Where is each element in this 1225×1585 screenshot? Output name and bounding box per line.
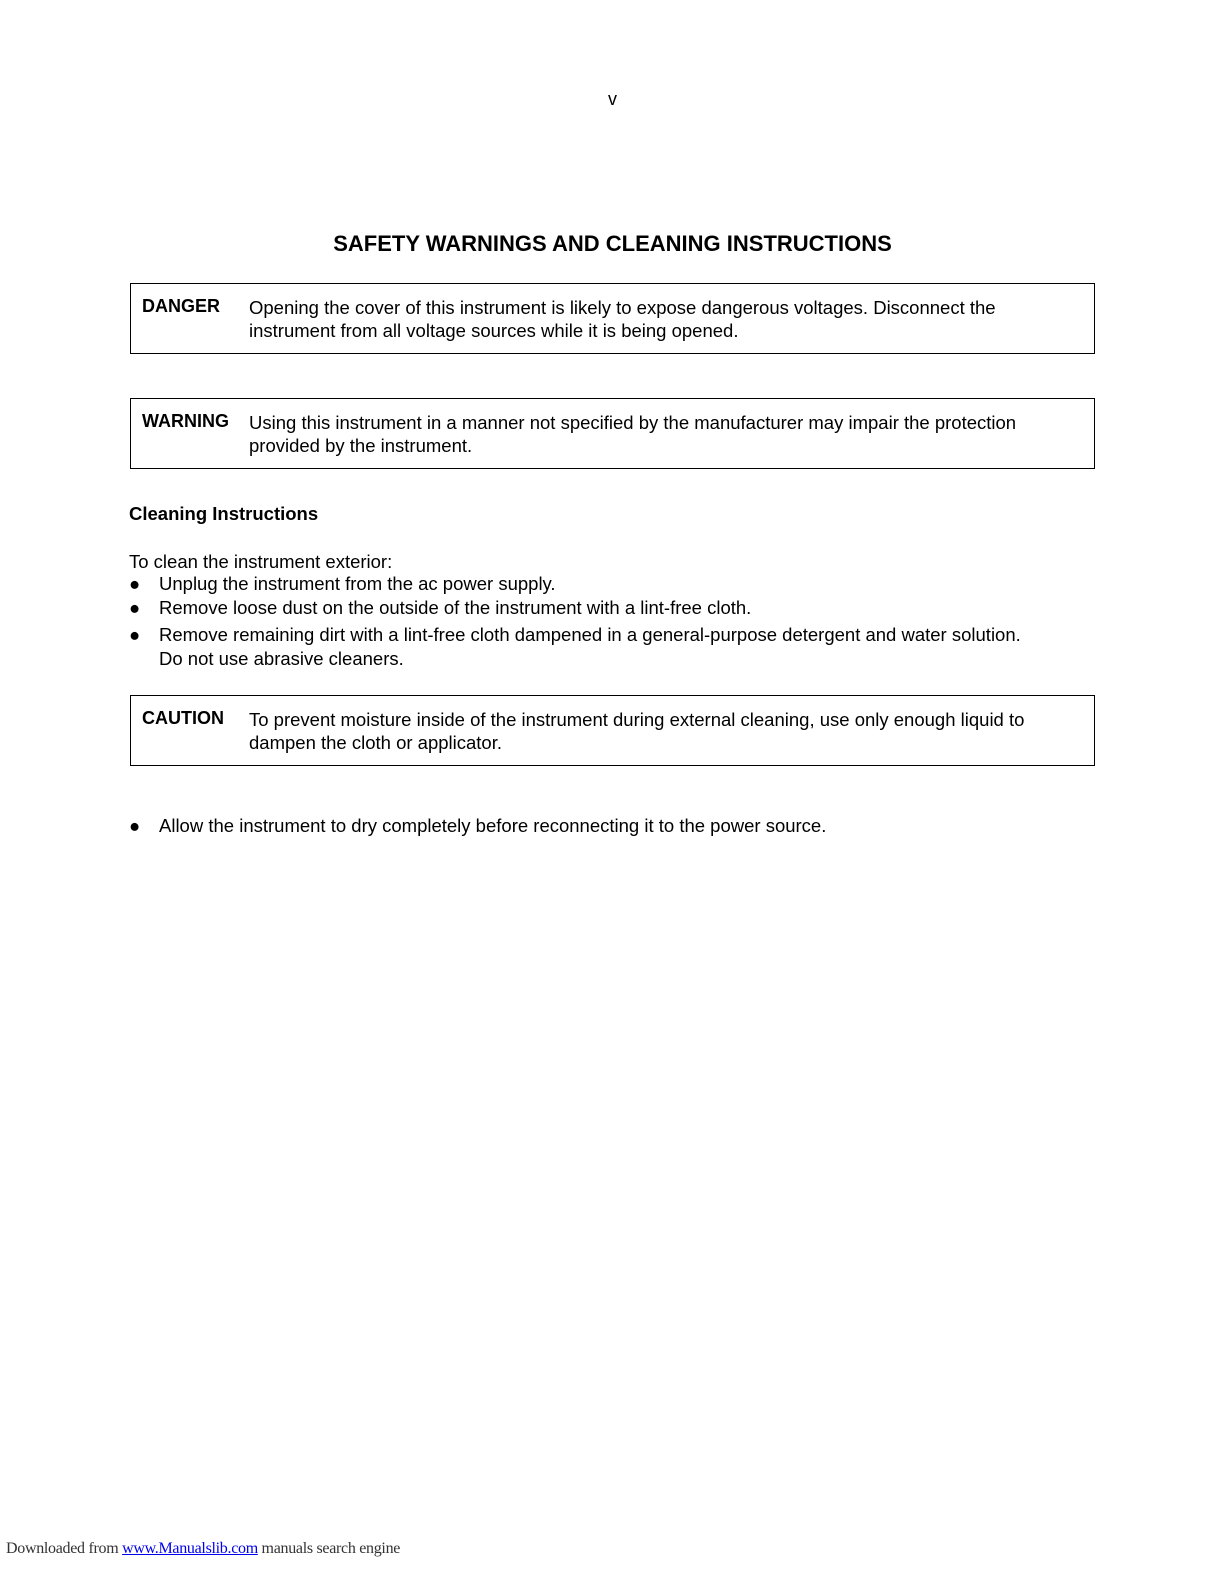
list-item-text: Remove loose dust on the outside of the instrument with a lint-free cloth. — [159, 597, 752, 618]
danger-notice — [130, 283, 1095, 354]
manualslib-link[interactable]: www.Manualslib.com — [122, 1540, 258, 1557]
list-item-text: Unplug the instrument from the ac power supply. — [159, 573, 556, 594]
caution-text: To prevent moisture inside of the instrument during external cleaning, use only enough liquid to dampen the cloth or applicator. — [249, 709, 1025, 753]
bullet-icon: ● — [129, 597, 141, 618]
list-item — [129, 814, 1049, 838]
warning-notice — [130, 398, 1095, 469]
page-title: SAFETY WARNINGS AND CLEANING INSTRUCTIONS — [333, 231, 892, 256]
list-item-text: Allow the instrument to dry completely before reconnecting it to the power source. — [159, 815, 827, 836]
list-item — [129, 596, 1049, 620]
bullet-icon: ● — [129, 573, 141, 594]
list-item-text: Remove remaining dirt with a lint-free cloth dampened in a general-purpose detergent and water solution. Do not use abrasive cleaners. — [159, 624, 1021, 669]
footer-suffix: manuals search engine — [261, 1540, 401, 1557]
list-item — [129, 572, 1049, 596]
page-number: v — [608, 89, 617, 109]
warning-label: WARNING — [142, 411, 229, 431]
footer-prefix: Downloaded from — [6, 1540, 119, 1557]
warning-text: Using this instrument in a manner not specified by the manufacturer may impair the protection provided by the instrument. — [249, 412, 1017, 456]
caution-notice — [130, 695, 1095, 766]
danger-text: Opening the cover of this instrument is likely to expose dangerous voltages. Disconnect the instrument from all voltage sources while it is being opened. — [249, 297, 996, 341]
list-item — [129, 623, 1049, 671]
download-footer — [6, 1540, 400, 1558]
cleaning-heading: Cleaning Instructions — [129, 503, 319, 524]
bullet-icon: ● — [129, 815, 141, 836]
danger-label: DANGER — [142, 296, 221, 316]
caution-label: CAUTION — [142, 708, 224, 728]
bullet-icon: ● — [129, 624, 141, 645]
cleaning-intro: To clean the instrument exterior: — [129, 551, 393, 572]
